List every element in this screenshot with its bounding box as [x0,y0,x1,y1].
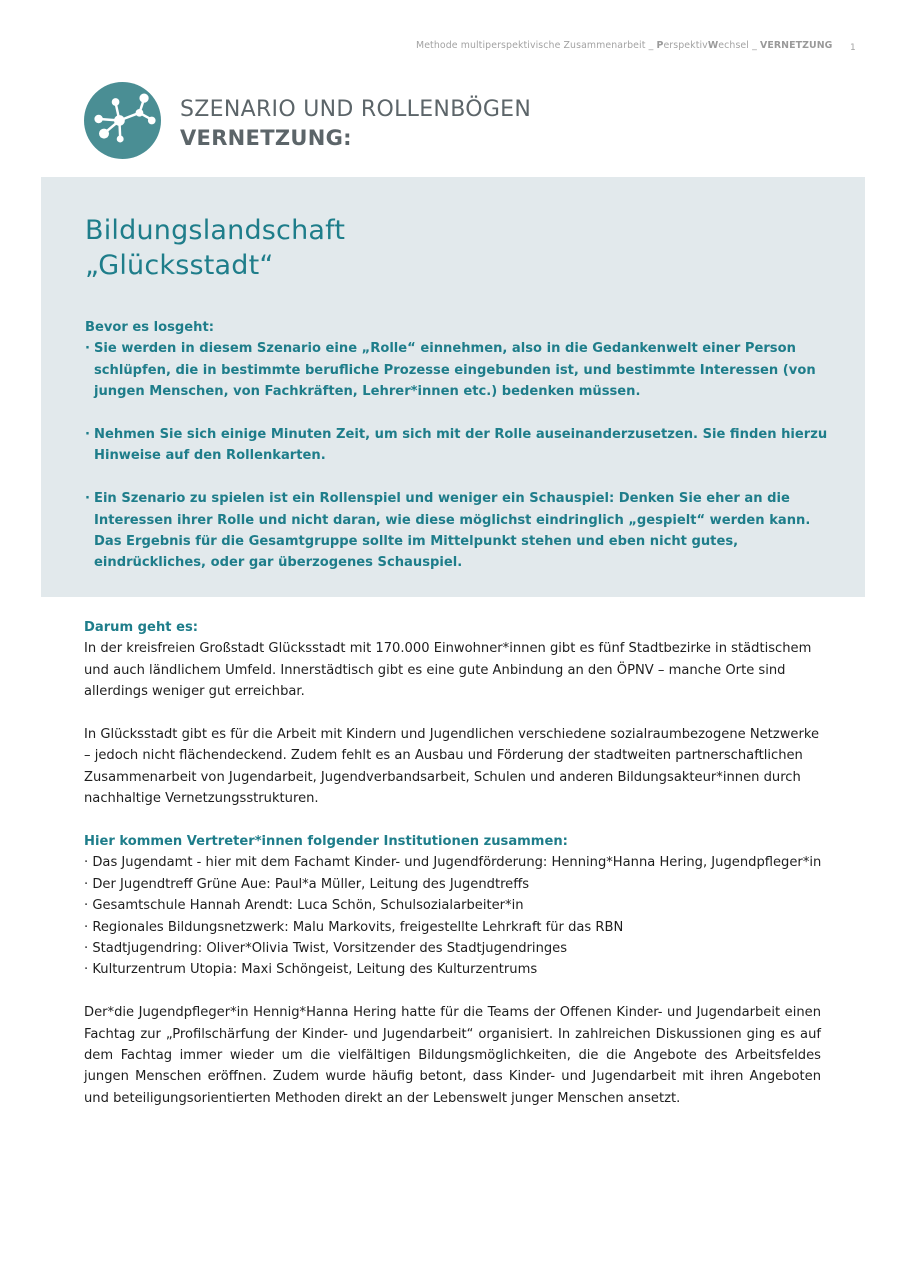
institutions-list [84,852,821,980]
network-icon [84,82,161,159]
running-header [416,40,833,51]
running-header-end: VERNETZUNG [759,40,833,51]
running-header-w: W [707,40,719,51]
instruction-text: Nehmen Sie sich einige Minuten Zeit, um sich mit der Rolle auseinanderzusetzen. Sie finden hierzu Hinweise auf den Rollenkarten. [94,427,828,464]
section-heading-context: Darum geht es: [84,620,198,635]
scenario-title-line2: „Glücksstadt“ [85,250,274,281]
instructions [85,317,830,574]
list-item-text: Regionales Bildungsnetzwerk: Malu Markovits, freigestellte Lehrkraft für das RBN [92,919,624,935]
instructions-heading: Bevor es losgeht: [85,320,214,335]
paragraph-networks: In Glücksstadt gibt es für die Arbeit mit Kindern und Jugendlichen verschiedene sozialraumbezogene Netzwerke – jedoch nicht flächendeckend. Zudem fehlt es an Ausbau und Förderung der stadtweiten partnerschaftlichen Zusammenarbeit von Jugendarbeit, Jugendverbandsarbeit, Schulen und anderen Bildungsakteur*innen durch nachhaltige Vernetzungsstrukturen. [84,727,820,807]
bullet-icon: · [85,427,90,443]
instruction-bullet [85,338,830,402]
bullet-icon: · [85,341,90,357]
list-item-text: Gesamtschule Hannah Arendt: Luca Schön, Schulsozialarbeiter*in [92,898,524,914]
list-item [84,917,821,938]
page-number: 1 [850,43,856,53]
paragraph-fachtag: Der*die Jugendpfleger*in Hennig*Hanna Hering hatte für die Teams der Offenen Kinder- und Jugendarbeit einen Fachtag zur „Profilschärfung der Kinder- und Jugendarbeit“ organisiert. In zahlreichen Diskussionen ging es auf dem Fachtag immer wieder um die vielfältigen Bildungsmöglichkeiten, die die Angebote des Arbeitsfeldes jungen Menschen eröffnen. Zudem wurde häufig betont, dass Kinder- und Jugendarbeit mit ihren Angeboten und beteiligungsorientierten Methoden direkt an der Lebenswelt junger Menschen ansetzt. [84,1005,821,1106]
list-item [84,895,821,916]
page-title: SZENARIO UND ROLLENBÖGEN [180,97,532,122]
bullet-icon: · [84,855,89,871]
list-item [84,938,821,959]
bullet-icon: · [84,919,89,935]
list-item [84,874,821,895]
list-item-text: Das Jugendamt - hier mit dem Fachamt Kinder- und Jugendförderung: Henning*Hanna Hering, Jugendpfleger*in [92,855,822,871]
list-item [84,852,821,873]
scenario-title-line1: Bildungslandschaft [85,215,346,246]
section-heading-institutions: Hier kommen Vertreter*innen folgender Institutionen zusammen: [84,834,568,850]
paragraph-context: In der kreisfreien Großstadt Glücksstadt mit 170.000 Einwohner*innen gibt es fünf Stadtbezirke in städtischem und auch ländlichem Umfeld. Innerstädtisch gibt es eine gute Anbindung an den ÖPNV – manche Orte sind allerdings weniger gut erreichbar. [84,641,812,700]
running-header-pre: Methode multiperspektivische Zusammenarbeit _ [416,40,657,51]
list-item-text: Stadtjugendring: Oliver*Olivia Twist, Vorsitzender des Stadtjugendringes [92,941,568,957]
list-item-text: Der Jugendtreff Grüne Aue: Paul*a Müller, Leitung des Jugendtreffs [92,876,530,892]
bullet-icon: · [84,898,89,914]
running-header-p: P [656,40,664,51]
instruction-bullet [85,424,830,467]
instruction-text: Ein Szenario zu spielen ist ein Rollenspiel und weniger ein Schauspiel: Denken Sie eher an die Interessen ihrer Rolle und nicht daran, wie diese möglichst eindringlich „gespielt“ werden kann. Das Ergebnis für die Gesamtgruppe sollte im Mittelpunkt stehen und eben nicht gutes, eindrückliches, oder gar überzogenes Schauspiel. [94,491,811,571]
running-header-mid2: echsel _ [718,40,757,51]
running-header-mid1: erspektiv [663,40,708,51]
instruction-text: Sie werden in diesem Szenario eine „Rolle“ einnehmen, also in die Gedankenwelt einer Person schlüpfen, die in bestimmte berufliche Prozesse eingebunden ist, und bestimmte Interessen (von jungen Menschen, von Fachkräften, Lehrer*innen etc.) bedenken müssen. [94,341,816,400]
bullet-icon: · [85,491,90,507]
intro-box [41,177,865,597]
list-item-text: Kulturzentrum Utopia: Maxi Schöngeist, Leitung des Kulturzentrums [92,962,538,978]
main-content [84,617,821,1131]
list-item [84,959,821,980]
bullet-icon: · [84,962,89,978]
scenario-title [85,213,345,283]
title-block [180,96,531,152]
instruction-bullet [85,488,830,574]
bullet-icon: · [84,941,89,957]
bullet-icon: · [84,876,89,892]
page-subtitle: VERNETZUNG: [180,126,352,150]
